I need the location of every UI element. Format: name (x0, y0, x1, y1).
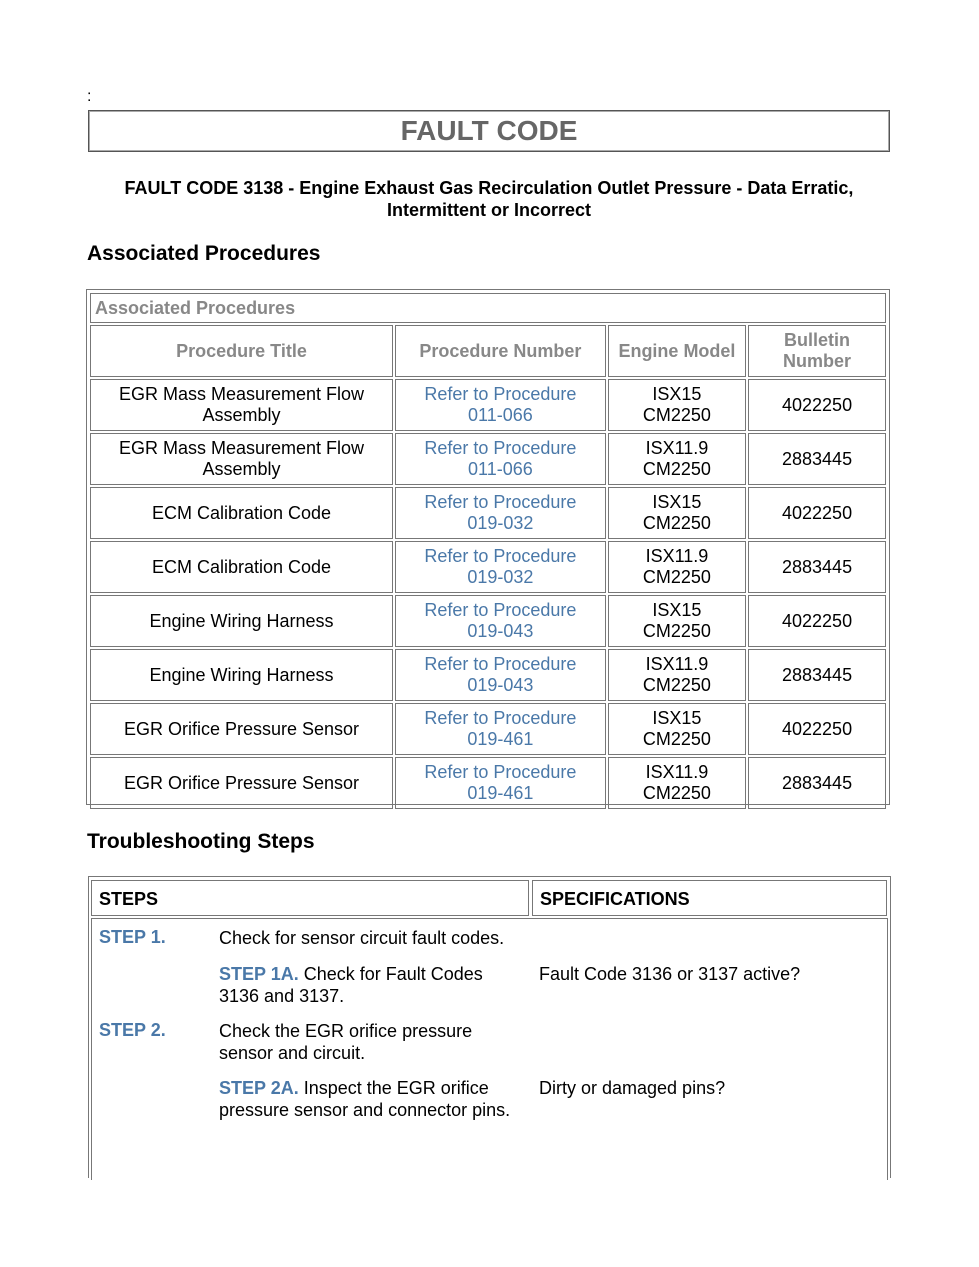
bulletin-number-cell: 4022250 (748, 595, 886, 647)
procedure-link-cell (395, 757, 606, 809)
column-header: Bulletin Number (748, 325, 886, 377)
procedure-link[interactable]: Refer to Procedure 019-043 (424, 654, 577, 695)
procedure-link[interactable]: Refer to Procedure 011-066 (424, 438, 577, 479)
table-row (90, 541, 886, 593)
step-1-text: Check for sensor circuit fault codes. (219, 928, 505, 948)
procedure-link[interactable]: Refer to Procedure 019-461 (424, 708, 577, 749)
engine-model-cell: ISX11.9 CM2250 (608, 541, 746, 593)
steps-column-header: STEPS (91, 880, 529, 916)
bulletin-number-cell: 4022250 (748, 379, 886, 431)
procedures-grid (88, 291, 888, 811)
procedure-title-cell: EGR Orifice Pressure Sensor (90, 703, 393, 755)
associated-procedures-heading: Associated Procedures (87, 242, 321, 265)
procedure-title-cell: Engine Wiring Harness (90, 595, 393, 647)
table-caption: Associated Procedures (90, 293, 886, 323)
step-1-label[interactable]: STEP 1. (99, 927, 166, 947)
table-row (90, 487, 886, 539)
procedure-link[interactable]: Refer to Procedure 019-032 (424, 546, 577, 587)
procedure-link-cell (395, 649, 606, 701)
engine-model-cell: ISX15 CM2250 (608, 595, 746, 647)
procedure-link-cell (395, 379, 606, 431)
step-2a-label[interactable]: STEP 2A (219, 1078, 294, 1098)
column-header: Engine Model (608, 325, 746, 377)
column-header: Procedure Number (395, 325, 606, 377)
bulletin-number-cell: 4022250 (748, 487, 886, 539)
step-2a: STEP 2A. Inspect the EGR orifice pressure sensor and connector pins. (219, 1078, 511, 1120)
table-row (90, 649, 886, 701)
troubleshooting-steps-heading: Troubleshooting Steps (87, 830, 315, 853)
step-1a: STEP 1A. Check for Fault Codes 3136 and 3137. (219, 964, 483, 1006)
engine-model-cell: ISX15 CM2250 (608, 487, 746, 539)
procedure-link-cell (395, 541, 606, 593)
procedure-link[interactable]: Refer to Procedure 019-032 (424, 492, 577, 533)
table-row (90, 379, 886, 431)
procedure-link-cell (395, 703, 606, 755)
column-header: Procedure Title (90, 325, 393, 377)
bulletin-number-cell: 2883445 (748, 541, 886, 593)
procedure-link[interactable]: Refer to Procedure 011-066 (424, 384, 577, 425)
table-row (90, 433, 886, 485)
prefix-colon: : (87, 88, 92, 105)
table-row (90, 703, 886, 755)
engine-model-cell: ISX11.9 CM2250 (608, 757, 746, 809)
procedure-link[interactable]: Refer to Procedure 019-461 (424, 762, 577, 803)
step-1a-label[interactable]: STEP 1A (219, 964, 294, 984)
step-1a-spec: Fault Code 3136 or 3137 active? (539, 964, 801, 984)
bulletin-number-cell: 4022250 (748, 703, 886, 755)
engine-model-cell: ISX11.9 CM2250 (608, 433, 746, 485)
specifications-column-header: SPECIFICATIONS (532, 880, 887, 916)
procedure-link-cell (395, 433, 606, 485)
troubleshooting-table (88, 876, 891, 1178)
step-1a-text: Check for Fault Codes 3136 and 3137. (219, 964, 483, 1006)
table-row (90, 595, 886, 647)
bulletin-number-cell: 2883445 (748, 757, 886, 809)
associated-procedures-table (86, 289, 890, 805)
bulletin-number-cell: 2883445 (748, 433, 886, 485)
procedure-link[interactable]: Refer to Procedure 019-043 (424, 600, 577, 641)
engine-model-cell: ISX15 CM2250 (608, 703, 746, 755)
engine-model-cell: ISX15 CM2250 (608, 379, 746, 431)
table-header-row (90, 325, 886, 377)
engine-model-cell: ISX11.9 CM2250 (608, 649, 746, 701)
bulletin-number-cell: 2883445 (748, 649, 886, 701)
procedure-title-cell: ECM Calibration Code (90, 487, 393, 539)
procedure-title-cell: EGR Mass Measurement Flow Assembly (90, 433, 393, 485)
procedure-title-cell: ECM Calibration Code (90, 541, 393, 593)
step-2a-spec: Dirty or damaged pins? (539, 1078, 726, 1098)
step-2-label[interactable]: STEP 2. (99, 1020, 166, 1040)
table-row (90, 757, 886, 809)
procedure-link-cell (395, 487, 606, 539)
step-2-text: Check the EGR orifice pressure sensor and circuit. (219, 1021, 473, 1063)
procedure-title-cell: EGR Orifice Pressure Sensor (90, 757, 393, 809)
procedure-link-cell (395, 595, 606, 647)
page-title: FAULT CODE 3138 - Engine Exhaust Gas Recirculation Outlet Pressure - Data Erratic, Intermittent or Incorrect (124, 178, 854, 220)
steps-body (91, 918, 888, 1180)
procedure-title-cell: Engine Wiring Harness (90, 649, 393, 701)
fault-code-banner: FAULT CODE (88, 110, 890, 152)
step-2a-text: Inspect the EGR orifice pressure sensor and connector pins. (219, 1078, 511, 1120)
procedure-title-cell: EGR Mass Measurement Flow Assembly (90, 379, 393, 431)
